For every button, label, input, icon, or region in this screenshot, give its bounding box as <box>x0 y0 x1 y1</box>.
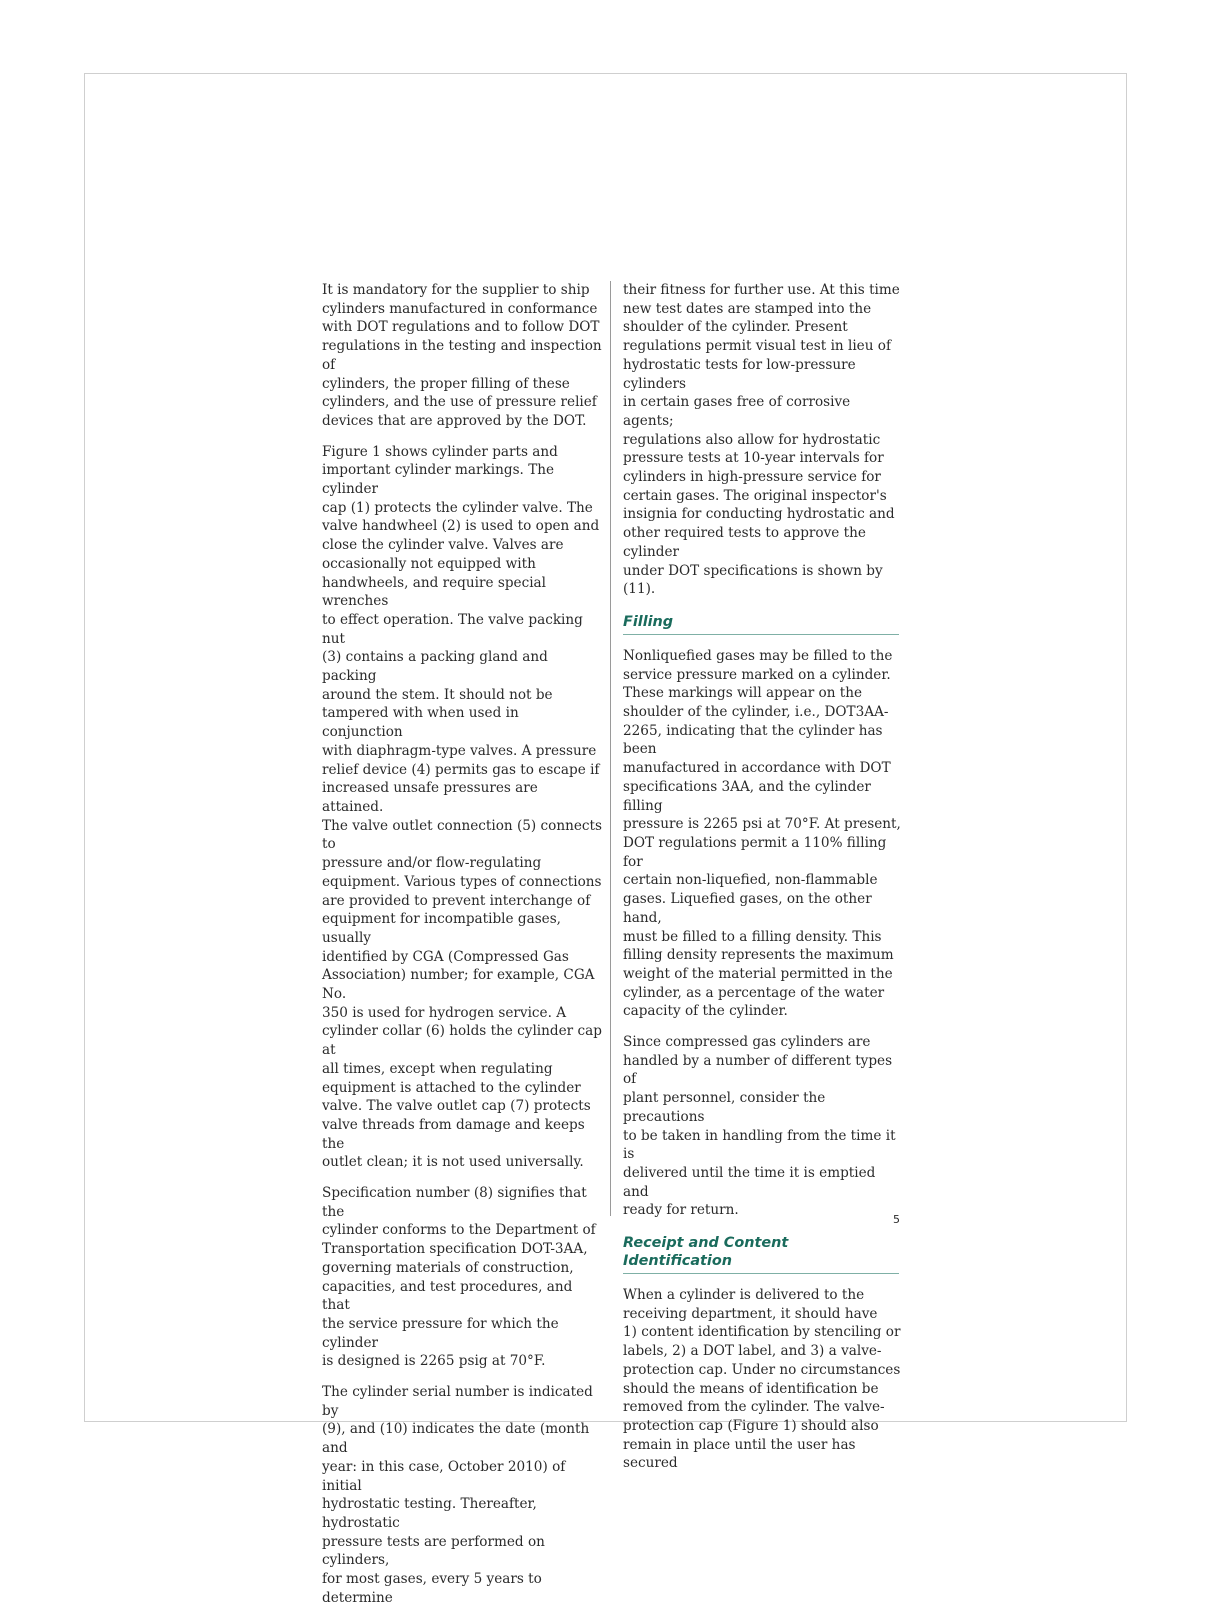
paragraph-filling: Nonliquefied gases may be filled to the service pressure marked on a cylinder. These markings will appear on the shoulder of the cylinder, i.e., DOT3AA- 2265, indicating that the cylinder has been manufactured in accordance with DOT specifications 3AA, and the cylinder filling pressure is 2265 psi at 70°F. At present, DOT regulations permit a 110% filling for certain non-liquefied, non-flammable gases. Liquefied gases, on the other hand, must be filled to a filling density. This filling density represents the maximum weight of the material permitted in the cylinder, as a percentage of the water capacity of the cylinder. <box>623 647 901 1020</box>
left-column <box>322 281 602 1620</box>
section-heading-filling: Filling <box>623 611 899 635</box>
paragraph-receipt: When a cylinder is delivered to the receiving department, it should have 1) content identification by stenciling or labels, 2) a DOT label, and 3) a valve- protection cap. Under no circumstances should the means of identification be removed from the cylinder. The valve- protection cap (Figure 1) should also remain in place until the user has secured <box>623 1287 901 1472</box>
section-heading-receipt: Receipt and Content Identification <box>623 1232 899 1274</box>
paragraph-fitness-continuation: their fitness for further use. At this time new test dates are stamped into the shoulder of the cylinder. Present regulations permit visual test in lieu of hydrostatic tests for low-pressure cylinders in certain gases free of corrosive agents; regulations also allow for hydrostatic pressure tests at 10-year intervals for cylinders in high-pressure service for certain gases. The original inspector's insignia for conducting hydrostatic and other required tests to approve the cylinder under DOT specifications is shown by (11). <box>623 282 900 598</box>
paragraph-supplier-mandate: It is mandatory for the supplier to ship cylinders manufactured in conformance with DOT regulations and to follow DOT regulations in the testing and inspection of cylinders, the proper filling of these cylinders, and the use of pressure relief devices that are approved by the DOT. <box>322 282 602 429</box>
paragraph-serial-number: The cylinder serial number is indicated by (9), and (10) indicates the date (month and year: in this case, October 2010) of initial hydrostatic testing. Thereafter, hydrostatic pressure tests are performed on cylinders, for most gases, every 5 years to determine <box>322 1384 593 1606</box>
page-number: 5 <box>893 1213 900 1226</box>
paragraph-handling-precautions: Since compressed gas cylinders are handled by a number of different types of plant personnel, consider the precautions to be taken in handling from the time it is delivered until the time it is emptied and ready for return. <box>623 1034 896 1219</box>
right-column <box>623 281 903 1485</box>
paragraph-cylinder-parts: Figure 1 shows cylinder parts and important cylinder markings. The cylinder cap (1) protects the cylinder valve. The valve handwheel (2) is used to open and close the cylinder valve. Valves are occasionally not equipped with handwheels, and require special wrenches to effect operation. The valve packing nut (3) contains a packing gland and packing around the stem. It should not be tampered with when used in conjunction with diaphragm-type valves. A pressure relief device (4) permits gas to escape if increased unsafe pressures are attained. The valve outlet connection (5) connects to pressure and/or flow-regulating equipment. Various types of connections are provided to prevent interchange of equipment for incompatible gases, usually identified by CGA (Compressed Gas Association) number; for example, CGA No. 350 is used for hydrogen service. A cylinder collar (6) holds the cylinder cap at all times, except when regulating equipment is attached to the cylinder valve. The valve outlet cap (7) protects valve threads from damage and keeps the outlet clean; it is not used universally. <box>322 443 602 1171</box>
column-divider <box>610 281 611 1216</box>
page-frame <box>84 73 1127 1422</box>
paragraph-specification-number: Specification number (8) signifies that the cylinder conforms to the Department of Transportation specification DOT-3AA, governing materials of construction, capacities, and test procedures, and that the service pressure for which the cylinder is designed is 2265 psig at 70°F. <box>322 1185 596 1370</box>
